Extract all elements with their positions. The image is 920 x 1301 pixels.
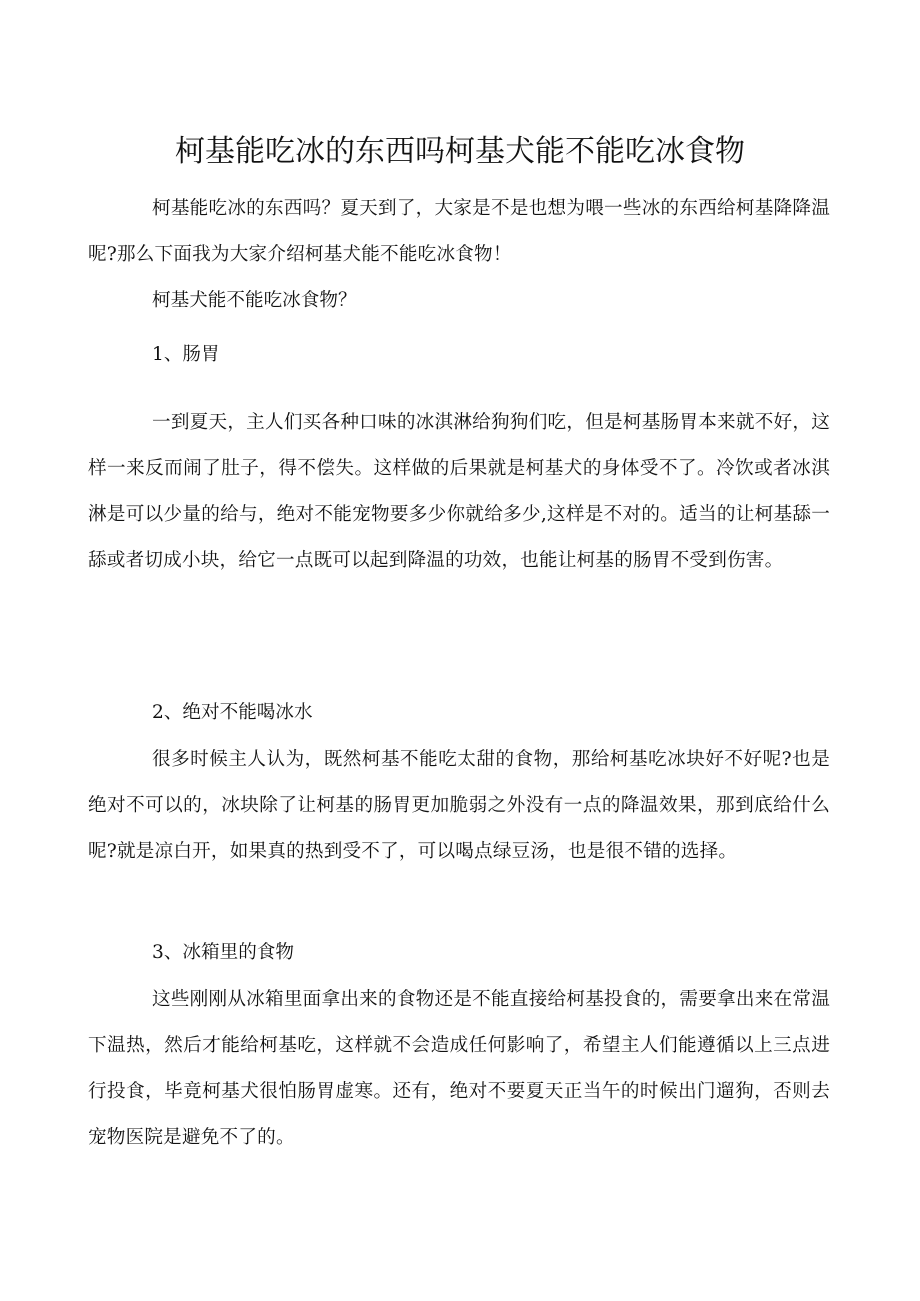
question-heading: 柯基犬能不能吃冰食物？ — [152, 290, 357, 311]
section-2-paragraph: 很多时候主人认为，既然柯基不能吃太甜的食物，那给柯基吃冰块好不好呢?也是绝对不可以的，冰块除了让柯基的肠胃更加脆弱之外没有一点的降温效果，那到底给什么呢?就是凉白开，如果真的热到受不了，可以喝点绿豆汤，也是很不错的选择。 — [88, 749, 830, 862]
section-1-heading: 1、肠胃 — [152, 344, 220, 365]
intro-paragraph: 柯基能吃冰的东西吗？夏天到了，大家是不是也想为喂一些冰的东西给柯基降降温呢?那么下面我为大家介绍柯基犬能不能吃冰食物！ — [88, 198, 830, 265]
section-1-paragraph: 一到夏天，主人们买各种口味的冰淇淋给狗狗们吃，但是柯基肠胃本来就不好，这样一来反而闹了肚子，得不偿失。这样做的后果就是柯基犬的身体受不了。冷饮或者冰淇淋是可以少量的给与，绝对不能宠物要多少你就给多少,这样是不对的。适当的让柯基舔一舔或者切成小块，给它一点既可以起到降温的功效，也能让柯基的肠胃不受到伤害。 — [88, 412, 830, 571]
section-3-paragraph: 这些刚刚从冰箱里面拿出来的食物还是不能直接给柯基投食的，需要拿出来在常温下温热，然后才能给柯基吃，这样就不会造成任何影响了，希望主人们能遵循以上三点进行投食，毕竟柯基犬很怕肠胃虚寒。还有，绝对不要夏天正当午的时候出门遛狗，否则去宠物医院是避免不了的。 — [88, 989, 830, 1148]
document-title: 柯基能吃冰的东西吗柯基犬能不能吃冰食物 — [175, 134, 745, 169]
section-2-heading: 2、绝对不能喝冰水 — [152, 702, 313, 723]
section-3-heading: 3、冰箱里的食物 — [152, 942, 294, 963]
